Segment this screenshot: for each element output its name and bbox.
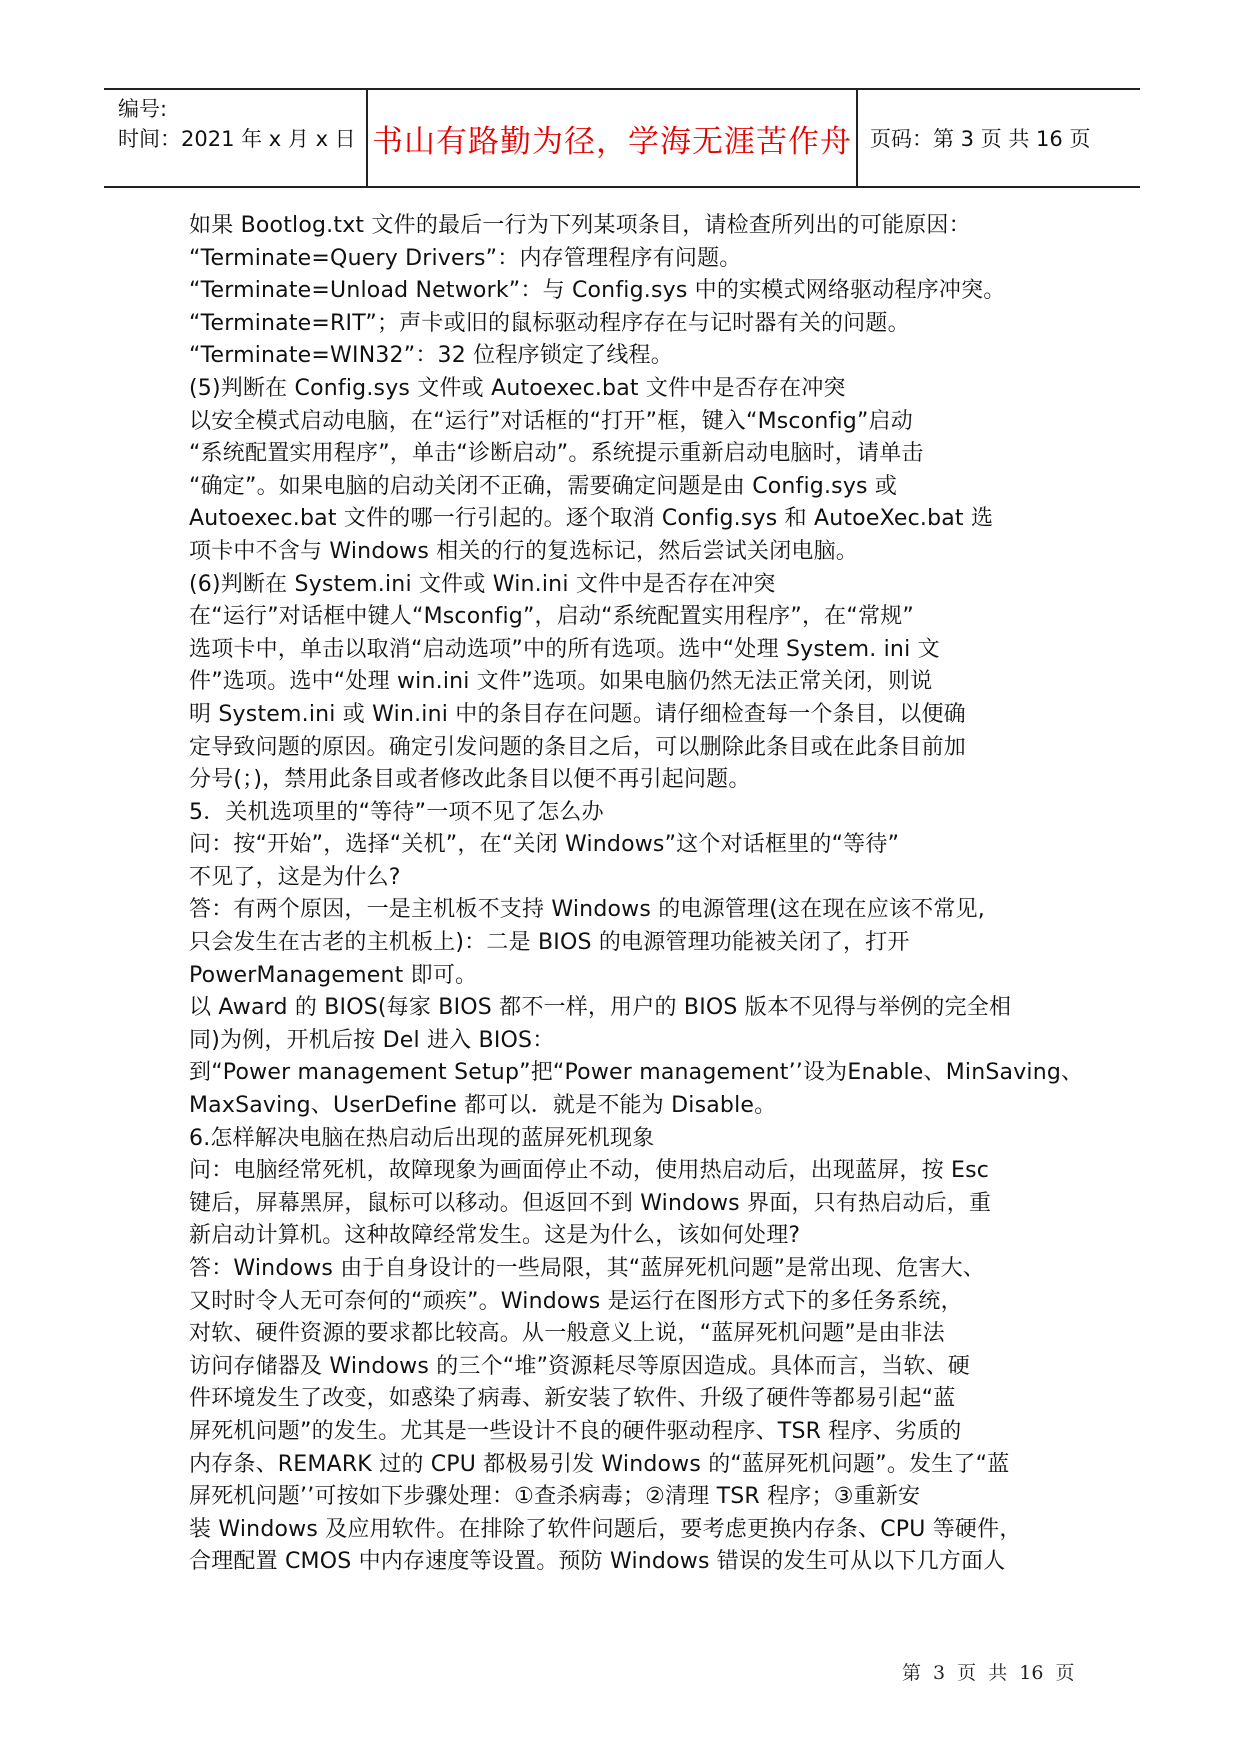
text-line: 答：有两个原因，一是主机板不支持 Windows 的电源管理(这在现在应该不常见, [189,897,985,923]
header-divider [856,90,858,186]
text-line: Autoexec.bat 文件的哪一行引起的。逐个取消 Config.sys 和 AutoeXec.bat 选 [189,506,994,532]
text-line: 如果 Bootlog.txt 文件的最后一行为下列某项条目，请检查所列出的可能原因： [189,213,971,238]
text-line: 6.怎样解决电脑在热启动后出现的蓝屏死机现象 [189,1125,655,1151]
text-line: “Terminate=Query Drivers”：内存管理程序有问题。 [189,245,742,271]
text-line: 对软、硬件资源的要求都比较高。从一般意义上说，“蓝屏死机问题”是由非法 [189,1321,945,1347]
text-line: “Terminate=Unload Network”：与 Config.sys 中的实模式网络驱动程序冲突。 [189,278,1006,304]
text-line: 只会发生在古老的主机板上)：二是 BIOS 的电源管理功能被关闭了，打开 [189,930,910,956]
text-line: 内存条、REMARK 过的 CPU 都极易引发 Windows 的“蓝屏死机问题”。发生了“蓝 [189,1451,1010,1477]
text-line: 访问存储器及 Windows 的三个“堆”资源耗尽等原因造成。具体而言，当软、硬 [189,1353,970,1379]
text-line: (6)判断在 System.ini 文件或 Win.ini 文件中是否存在冲突 [189,571,776,597]
text-line: 分号(；)，禁用此条目或者修改此条目以便不再引起问题。 [189,767,751,793]
text-line: 选项卡中，单击以取消“启动选项”中的所有选项。选中“处理 System. ini 文 [189,636,940,662]
date-label: 时间：2021 年 x 月 x 日 [118,127,356,151]
text-line: 键后，屏幕黑屏，鼠标可以移动。但返回不到 Windows 界面，只有热启动后，重 [189,1190,992,1216]
document-body [189,210,1084,1579]
text-line: 项卡中不含与 Windows 相关的行的复选标记，然后尝试关闭电脑。 [189,538,858,564]
text-line: (5)判断在 Config.sys 文件或 Autoexec.bat 文件中是否存在冲突 [189,375,846,401]
text-line: PowerManagement 即可。 [189,962,478,988]
text-line: 装 Windows 及应用软件。在排除了软件问题后，要考虑更换内存条、CPU 等硬件， [189,1516,1022,1542]
text-line: 问：按“开始”，选择“关机”，在“关闭 Windows”这个对话框里的“等待” [189,832,900,858]
text-line: 同)为例，开机后按 Del 进入 BIOS： [189,1027,555,1053]
text-line: 屏死机问题’’可按如下步骤处理：①查杀病毒；②清理 TSR 程序；③重新安 [189,1484,921,1510]
text-line: “Terminate=WIN32”：32 位程序锁定了线程。 [189,343,673,369]
text-line: “确定”。如果电脑的启动关闭不正确，需要确定问题是由 Config.sys 或 [189,473,898,499]
text-line: “Terminate=RIT”；声卡或旧的鼠标驱动程序存在与记时器有关的问题。 [189,310,910,336]
text-line: 5．关机选项里的“等待”一项不见了怎么办 [189,799,604,825]
text-line: 又时时令人无可奈何的“顽疾”。Windows 是运行在图形方式下的多任务系统， [189,1288,963,1314]
text-line: 明 System.ini 或 Win.ini 中的条目存在问题。请仔细检查每一个条目，以便确 [189,701,966,727]
text-line: 屏死机问题”的发生。尤其是一些设计不良的硬件驱动程序、TSR 程序、劣质的 [189,1418,962,1444]
text-line: 答：Windows 由于自身设计的一些局限，其“蓝屏死机问题”是常出现、危害大、 [189,1256,985,1281]
text-line: 以安全模式启动电脑，在“运行”对话框的“打开”框，键入“Msconfig”启动 [189,408,913,434]
text-line: “系统配置实用程序”，单击“诊断启动”。系统提示重新启动电脑时，请单击 [189,441,924,467]
header-meta [118,94,356,154]
text-line: 问：电脑经常死机，故障现象为画面停止不动，使用热启动后，出现蓝屏，按 Esc [189,1158,990,1184]
document-header [104,88,1140,188]
text-line: 定导致问题的原因。确定引发问题的条目之后，可以删除此条目或在此条目前加 [189,734,967,760]
page-footer: 第 3 页 共 16 页 [902,1662,1075,1684]
text-line: 以 Award 的 BIOS(每家 BIOS 都不一样，用户的 BIOS 版本不见得与举例的完全相 [189,995,1012,1021]
header-page-label: 页码：第 3 页 共 16 页 [870,127,1091,151]
text-line: 件环境发生了改变，如惑染了病毒、新安装了软件、升级了硬件等都易引起“蓝 [189,1386,956,1412]
text-line: 新启动计算机。这种故障经常发生。这是为什么，该如何处理? [189,1223,801,1249]
text-line: MaxSaving、UserDefine 都可以．就是不能为 Disable。 [189,1093,777,1119]
number-label: 编号: [118,97,168,121]
text-line: 件”选项。选中“处理 win.ini 文件”选项。如果电脑仍然无法正常关闭，则说 [189,669,933,695]
text-line: 合理配置 CMOS 中内存速度等设置。预防 Windows 错误的发生可从以下几方面人 [189,1549,1006,1575]
text-line: 在“运行”对话框中键人“Msconfig”，启动“系统配置实用程序”，在“常规” [189,604,914,630]
text-line: 不见了，这是为什么? [189,864,401,890]
text-line: 到“Power management Setup”把“Power management’’设为Enable、MinSaving、 [189,1060,1084,1086]
header-motto: 书山有路勤为径，学海无涯苦作舟 [372,123,852,160]
